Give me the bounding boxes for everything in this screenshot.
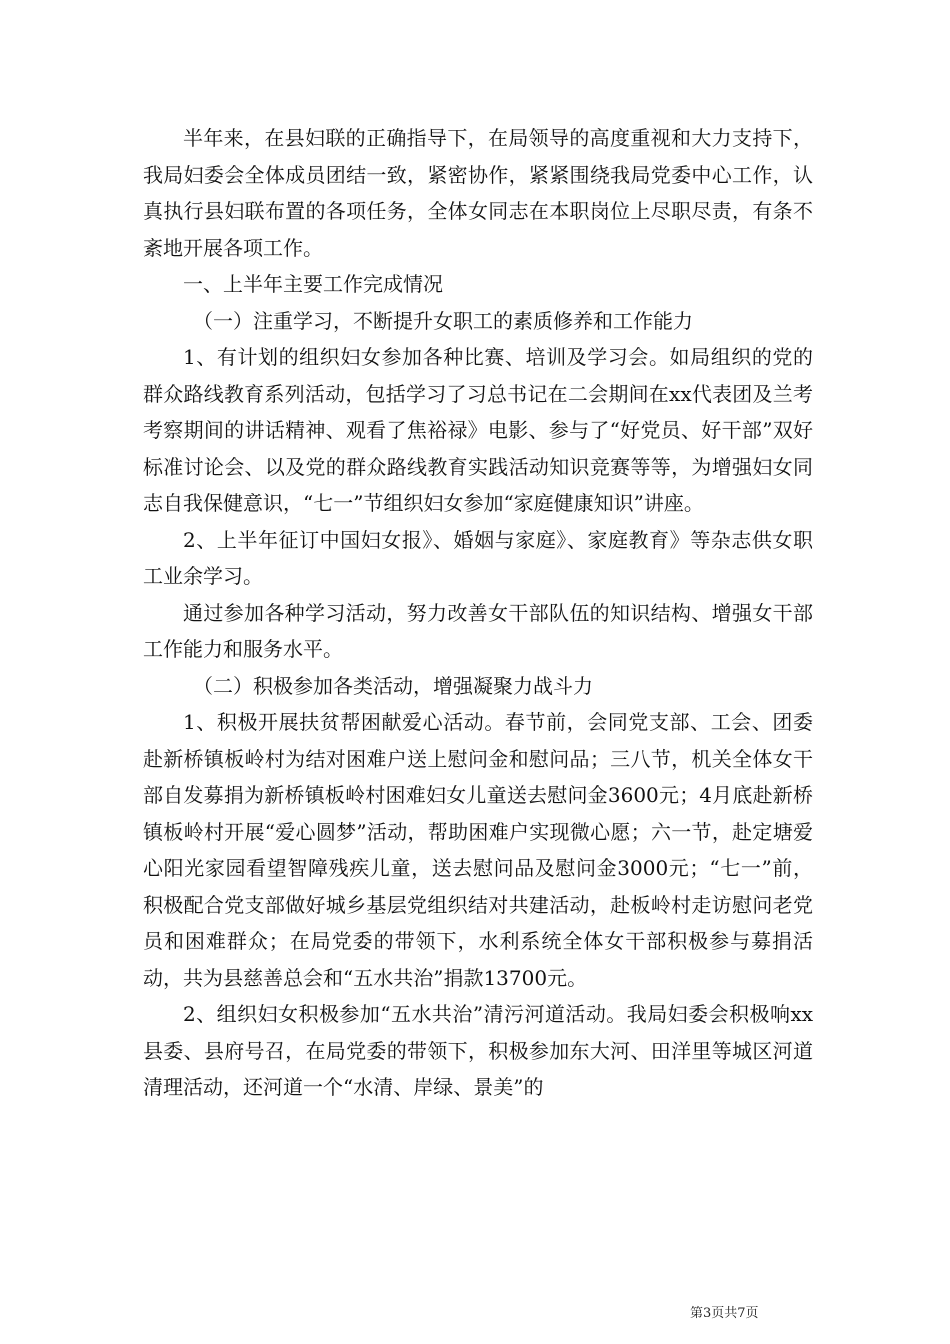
paragraph-study-summary: 通过参加各种学习活动，努力改善女干部队伍的知识结构、增强女干部工作能力和服务水平。 — [143, 600, 813, 661]
paragraph-activity-2: 2、组织妇女积极参加“五水共治”清污河道活动。我局妇委会积极响xx县委、县府号召，在局党委的带领下，积极参加东大河、田洋里等城区河道清理活动，还河道一个“水清、岸绿、景美”的 — [143, 1002, 813, 1099]
page-number-footer: 第3页共7页 — [690, 1306, 759, 1321]
section-heading-1: 一、上半年主要工作完成情况 — [183, 272, 443, 296]
paragraph-study-2: 2、上半年征订中国妇女报》、婚姻与家庭》、家庭教育》等杂志供女职工业余学习。 — [143, 527, 813, 588]
subsection-heading-1: （一）注重学习，不断提升女职工的素质修养和工作能力 — [193, 308, 693, 333]
subsection-heading-2: （二）积极参加各类活动，增强凝聚力战斗力 — [193, 673, 593, 698]
paragraph-activity-1: 1、积极开展扶贫帮困献爱心活动。春节前，会同党支部、工会、团委赴新桥镇板岭村为结对困难户送上慰问金和慰问品；三八节，机关全体女干部自发募捐为新桥镇板岭村困难妇女儿童送去慰问金3600元；4月底赴新桥镇板岭村开展“爱心圆梦”活动，帮助困难户实现微心愿；六一节，赴定塘爱心阳光家园看望智障残疾儿童，送去慰问品及慰问金3000元；“七一”前，积极配合党支部做好城乡基层党组织结对共建活动，赴板岭村走访慰问老党员和困难群众；在局党委的带领下，水利系统全体女干部积极参与募捐活动，共为县慈善总会和“五水共治”捐款13700元。 — [143, 710, 813, 990]
paragraph-intro: 半年来，在县妇联的正确指导下，在局领导的高度重视和大力支持下，我局妇委会全体成员团结一致，紧密协作，紧紧围绕我局党委中心工作，认真执行县妇联布置的各项任务，全体女同志在本职岗位上尽职尽责，有条不紊地开展各项工作。 — [143, 126, 813, 260]
paragraph-study-1: 1、有计划的组织妇女参加各种比赛、培训及学习会。如局组织的党的群众路线教育系列活动，包括学习了习总书记在二会期间在xx代表团及兰考考察期间的讲话精神、观看了焦裕禄》电影、参与了“好党员、好干部”双好标准讨论会、以及党的群众路线教育实践活动知识竞赛等等，为增强妇女同志自我保健意识，“七一”节组织妇女参加“家庭健康知识”讲座。 — [143, 345, 813, 515]
document-body — [143, 120, 813, 1106]
